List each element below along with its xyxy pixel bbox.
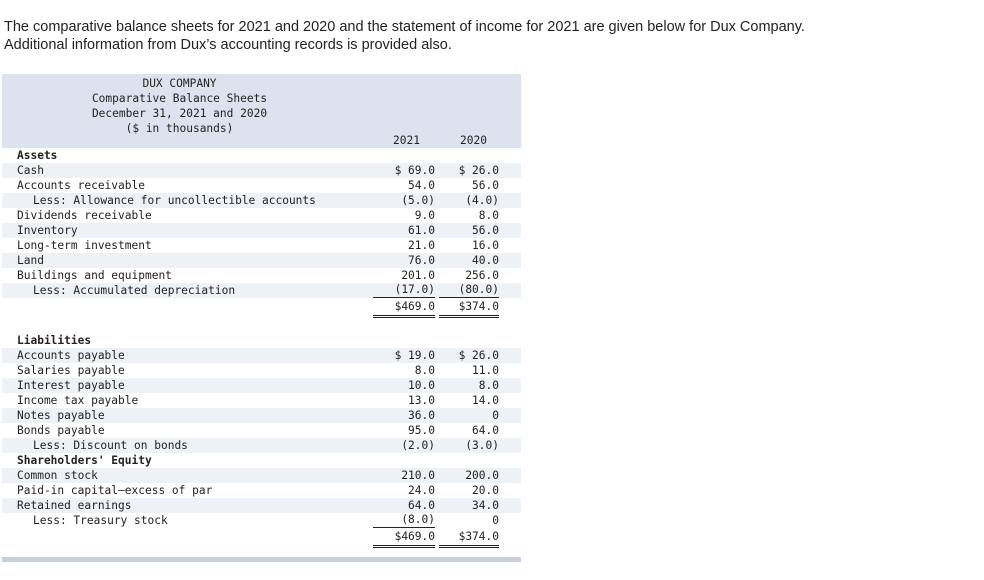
row-label: Land	[17, 254, 44, 267]
table-row	[2, 253, 521, 268]
value-2021: 9.0	[414, 209, 435, 222]
row-label: Less: Accumulated depreciation	[33, 284, 236, 297]
table-row	[2, 348, 521, 363]
table-row	[2, 498, 521, 513]
row-label: Common stock	[17, 469, 98, 482]
value-2021: 8.0	[414, 364, 435, 377]
table-row	[2, 178, 521, 193]
table-row	[2, 268, 521, 283]
value-2021: 61.0	[408, 224, 435, 237]
value-2020: 20.0	[472, 484, 499, 497]
spacer	[2, 317, 521, 333]
row-label: Accounts payable	[17, 349, 125, 362]
assets-total-row	[2, 298, 521, 317]
row-label: Cash	[17, 164, 44, 177]
row-label: Paid-in capital—excess of par	[17, 484, 213, 497]
table-row	[2, 468, 521, 483]
row-label: Inventory	[17, 224, 78, 237]
liabilities-heading: Liabilities	[17, 334, 92, 347]
table-row	[2, 483, 521, 498]
value-2021: 24.0	[408, 484, 435, 497]
equity-total-row	[2, 528, 521, 547]
row-label: Bonds payable	[17, 424, 105, 437]
table-row	[2, 513, 521, 528]
table-row	[2, 163, 521, 178]
value-2021: 10.0	[408, 379, 435, 392]
value-2020: 40.0	[472, 254, 499, 267]
row-label: Income tax payable	[17, 394, 139, 407]
value-2020: 11.0	[472, 364, 499, 377]
value-2021: (2.0)	[401, 439, 435, 452]
total-liabilities-equity-2021: $469.0	[373, 528, 435, 548]
value-2021: 210.0	[401, 469, 435, 482]
column-header-2020: 2020	[460, 134, 487, 147]
value-2021: $ 19.0	[394, 349, 435, 362]
table-header	[2, 74, 521, 148]
table-row	[2, 238, 521, 253]
value-2020: 8.0	[478, 379, 499, 392]
total-assets-2021: $469.0	[373, 298, 435, 318]
assets-heading-row	[2, 148, 521, 163]
row-label: Less: Treasury stock	[33, 514, 168, 527]
value-2020: 0	[492, 409, 499, 422]
value-2020: 8.0	[478, 209, 499, 222]
statement-units: ($ in thousands)	[125, 122, 234, 135]
liabilities-heading-row	[2, 333, 521, 348]
intro-line-1: The comparative balance sheets for 2021 and 2020 and the statement of income for 2021 are given below for Dux Company.	[4, 19, 805, 35]
value-2021: 36.0	[408, 409, 435, 422]
table-row	[2, 438, 521, 453]
row-label: Dividends receivable	[17, 209, 152, 222]
value-2021: 201.0	[401, 269, 435, 282]
value-2021: 54.0	[408, 179, 435, 192]
value-2021: (8.0)	[373, 513, 435, 528]
value-2020: 64.0	[472, 424, 499, 437]
row-label: Interest payable	[17, 379, 125, 392]
table-row	[2, 223, 521, 238]
value-2021: 64.0	[408, 499, 435, 512]
value-2020: (4.0)	[465, 194, 499, 207]
value-2020: 56.0	[472, 224, 499, 237]
value-2020: 14.0	[472, 394, 499, 407]
value-2020: 16.0	[472, 239, 499, 252]
value-2021: 76.0	[408, 254, 435, 267]
row-label: Salaries payable	[17, 364, 125, 377]
table-row	[2, 423, 521, 438]
table-bottom-bar	[2, 557, 521, 562]
row-label: Notes payable	[17, 409, 105, 422]
equity-heading-row	[2, 453, 521, 468]
table-row	[2, 393, 521, 408]
equity-heading: Shareholders' Equity	[17, 454, 152, 467]
value-2021: (5.0)	[401, 194, 435, 207]
total-assets-2020: $374.0	[439, 298, 499, 318]
value-2020: $ 26.0	[458, 164, 499, 177]
value-2021: (17.0)	[373, 283, 435, 298]
table-row	[2, 378, 521, 393]
intro-text	[4, 18, 964, 54]
value-2020: 256.0	[465, 269, 499, 282]
value-2020: 200.0	[465, 469, 499, 482]
company-name: DUX COMPANY	[142, 77, 217, 90]
statement-date: December 31, 2021 and 2020	[91, 107, 268, 120]
row-label: Retained earnings	[17, 499, 132, 512]
table-row	[2, 208, 521, 223]
value-2020: $ 26.0	[458, 349, 499, 362]
value-2021: 21.0	[408, 239, 435, 252]
row-label: Accounts receivable	[17, 179, 145, 192]
balance-sheet-table	[2, 74, 521, 562]
table-row	[2, 283, 521, 298]
row-label: Less: Allowance for uncollectible accounts	[33, 194, 316, 207]
table-row	[2, 193, 521, 208]
value-2021: 13.0	[408, 394, 435, 407]
column-header-2021: 2021	[393, 134, 420, 147]
value-2020: 34.0	[472, 499, 499, 512]
value-2020: (3.0)	[465, 439, 499, 452]
table-row	[2, 408, 521, 423]
statement-title: Comparative Balance Sheets	[91, 92, 268, 105]
value-2020: 0	[492, 514, 499, 527]
value-2020: 56.0	[472, 179, 499, 192]
row-label: Less: Discount on bonds	[33, 439, 188, 452]
value-2020: (80.0)	[439, 283, 499, 298]
table-row	[2, 363, 521, 378]
total-liabilities-equity-2020: $374.0	[439, 528, 499, 548]
row-label: Buildings and equipment	[17, 269, 172, 282]
intro-line-2: Additional information from Dux’s accounting records is provided also.	[4, 37, 452, 53]
row-label: Long-term investment	[17, 239, 152, 252]
value-2021: 95.0	[408, 424, 435, 437]
assets-heading: Assets	[17, 149, 58, 162]
value-2021: $ 69.0	[394, 164, 435, 177]
